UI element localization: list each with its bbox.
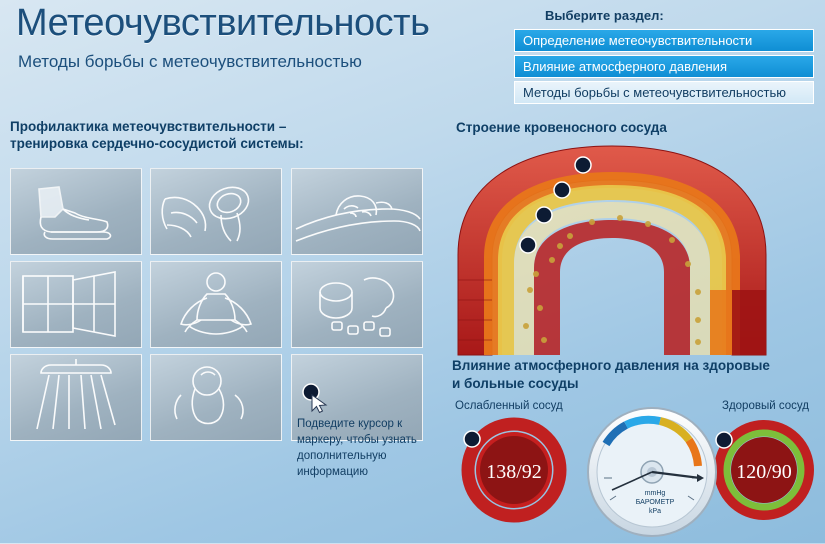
prevention-tiles <box>10 168 430 447</box>
vessel-marker-2 <box>554 182 570 198</box>
tile-yoga-meditation[interactable] <box>150 261 282 348</box>
page-title: Метеочувствительность <box>16 2 430 44</box>
tile-foot-shoe[interactable] <box>10 168 142 255</box>
barometer-unit-kpa: kPa <box>648 508 662 515</box>
tile-shower[interactable] <box>10 354 142 441</box>
barometer-gauge[interactable] <box>576 404 728 544</box>
page-subtitle: Методы борьбы с метеочувствительностью <box>18 52 362 71</box>
vessel-marker-1 <box>575 157 591 173</box>
menu-item-definition[interactable]: Определение метеочувствительности <box>514 29 814 52</box>
menu-item-pressure[interactable]: Влияние атмосферного давления <box>514 55 814 78</box>
vessel-marker-4 <box>520 237 536 253</box>
tile-massage[interactable] <box>150 168 282 255</box>
prevention-heading-line2: тренировка сердечно-сосудистой системы: <box>10 136 304 151</box>
barometer-title: БАРОМЕТР <box>635 499 675 506</box>
barometer-labels <box>607 489 703 516</box>
section-menu <box>514 29 814 107</box>
pressure-heading <box>452 357 782 393</box>
prevention-heading-line1: Профилактика метеочувствительности – <box>10 119 287 134</box>
tile-pills[interactable] <box>291 261 423 348</box>
weak-vessel-value: 138/92 <box>486 461 542 483</box>
tile-sleep[interactable] <box>291 168 423 255</box>
cursor-hint-text: Подведите курсор к маркеру, чтобы узнать дополнительную информацию <box>297 418 417 478</box>
menu-item-methods[interactable]: Методы борьбы с метеочувствительностью <box>514 81 814 104</box>
vessel-diagram <box>440 140 825 365</box>
healthy-vessel-caption: Здоровый сосуд <box>722 400 809 412</box>
pressure-heading-line1: Влияние атмосферного давления на здоровые <box>452 358 770 373</box>
cursor-marker[interactable] <box>300 383 334 413</box>
prevention-heading <box>10 118 340 152</box>
tile-window-airing[interactable] <box>10 261 142 348</box>
healthy-vessel-value: 120/90 <box>736 461 792 483</box>
pressure-heading-line2: и больные сосуды <box>452 376 579 391</box>
barometer-unit-mmhg: mmHg <box>644 490 666 497</box>
tile-swimming[interactable] <box>150 354 282 441</box>
vessel-marker-3 <box>536 207 552 223</box>
vessel-heading: Строение кровеносного сосуда <box>456 120 667 135</box>
weak-vessel-marker <box>464 431 480 447</box>
menu-label: Выберите раздел: <box>545 8 664 23</box>
weak-vessel-gauge[interactable] <box>448 412 578 529</box>
weak-vessel-caption: Ослабленный сосуд <box>455 400 563 412</box>
